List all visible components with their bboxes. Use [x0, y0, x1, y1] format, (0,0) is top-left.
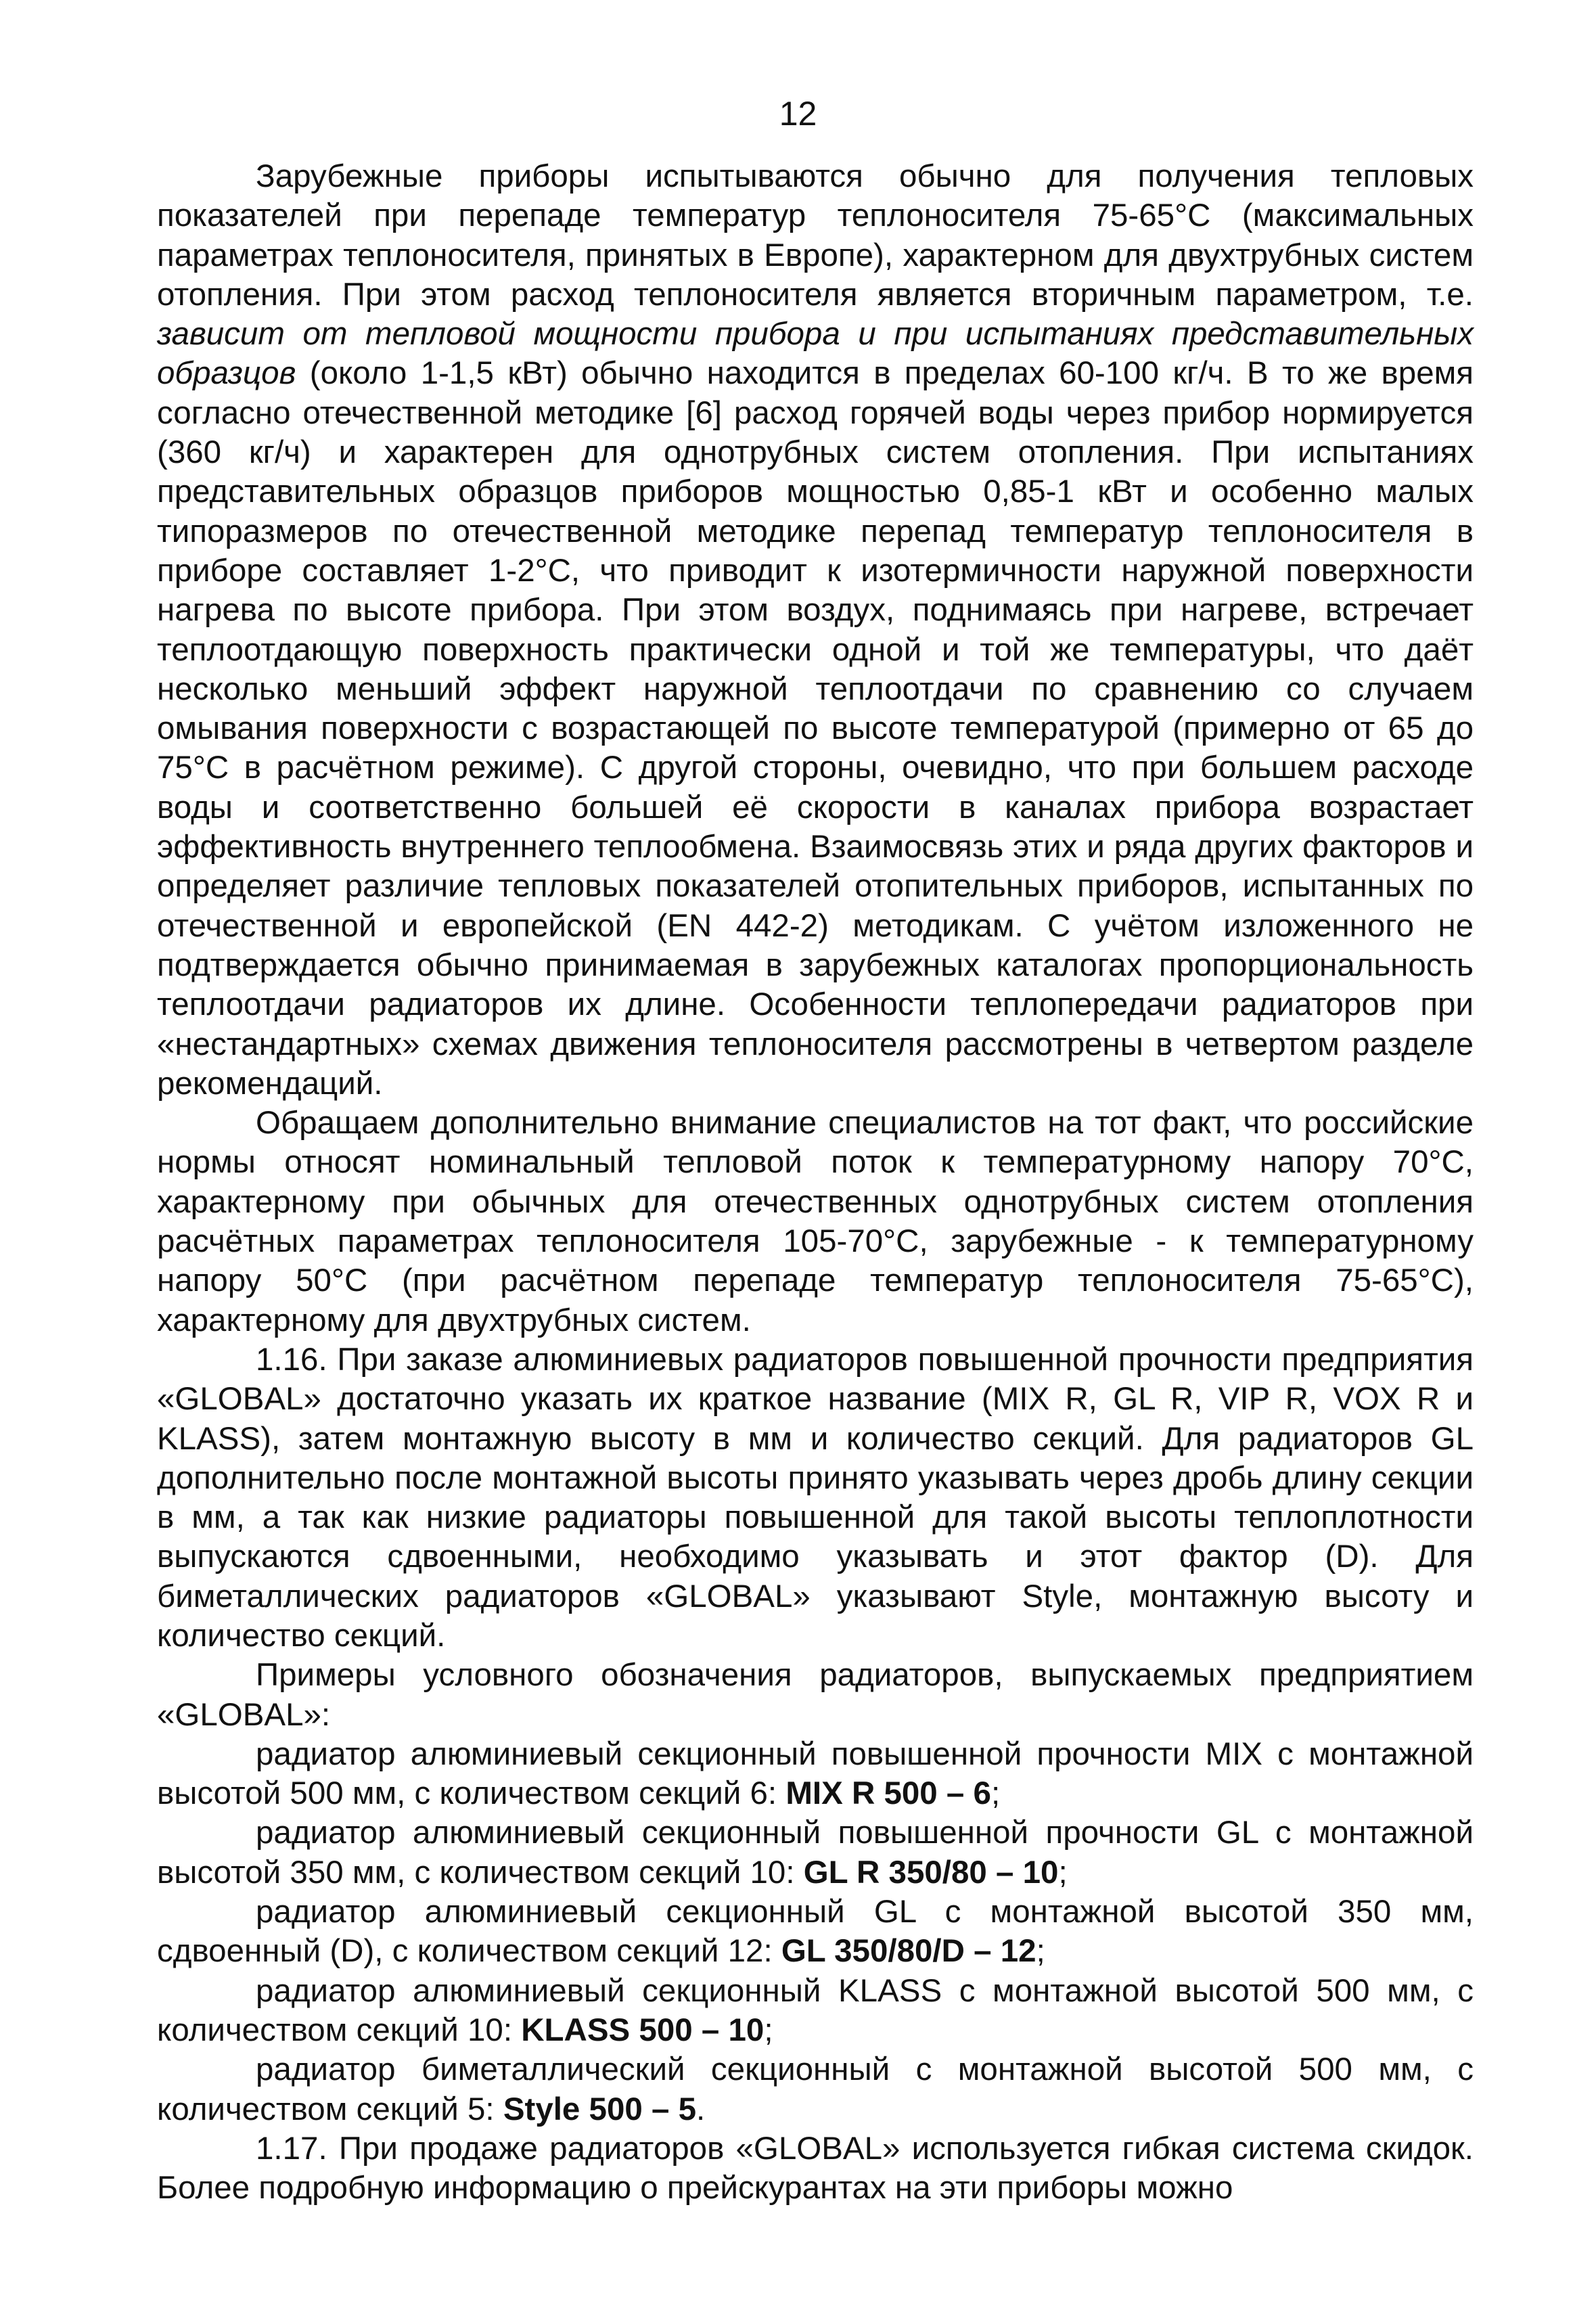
- example-code: Style 500 – 5: [503, 2091, 697, 2127]
- example-end: ;: [1036, 1933, 1045, 1970]
- example-code: MIX R 500 – 6: [785, 1775, 991, 1812]
- example-item: [157, 1813, 1474, 1892]
- example-text: радиатор алюминиевый секционный повышенной прочности GL с монтажной высотой 350 мм, с количеством секций 10:: [157, 1815, 1474, 1890]
- paragraph-section-1-17: 1.17. При продаже радиаторов «GLOBAL» используется гибкая система скидок. Более подробную информацию о прейскурантах на эти приборы можно: [157, 2130, 1474, 2206]
- example-text: радиатор биметаллический секционный с монтажной высотой 500 мм, с количеством секций 5:: [157, 2052, 1474, 2127]
- paragraph-russian-norms: Обращаем дополнительно внимание специалистов на тот факт, что российские нормы относят номинальный тепловой поток к температурному напору 70°С, характерному при обычных для отечественных однотрубных систем отопления расчётных параметрах теплоносителя 105-70°С, зарубежные - к температурному напору 50°С (при расчётном перепаде температур теплоносителя 75-65°С), характерному для двухтрубных систем.: [157, 1105, 1474, 1338]
- example-end: ;: [764, 2012, 773, 2048]
- example-text: радиатор алюминиевый секционный KLASS с монтажной высотой 500 мм, с количеством секций 10:: [157, 1972, 1474, 2048]
- example-text: радиатор алюминиевый секционный GL с монтажной высотой 350 мм, сдвоенный (D), с количеством секций 12:: [157, 1894, 1474, 1970]
- example-item: [157, 1892, 1474, 1972]
- example-item: [157, 1735, 1474, 1814]
- paragraph-section-1-16: 1.16. При заказе алюминиевых радиаторов повышенной прочности предприятия «GLOBAL» достаточно указать их краткое название (MIX R, GL R, VIP R, VOX R и KLASS), затем монтажную высоту в мм и количество секций. Для радиаторов GL дополнительно после монтажной высоты принято указывать через дробь длину секции в мм, а так как низкие радиаторы повышенной для такой высоты теплоплотности выпускаются сдвоенными, необходимо указывать и этот фактор (D). Для биметаллических радиаторов «GLOBAL» указывают Style, монтажную высоту и количество секций.: [157, 1341, 1474, 1654]
- paragraph-examples-intro: Примеры условного обозначения радиаторов, выпускаемых предприятием «GLOBAL»:: [157, 1657, 1474, 1733]
- page-number: 12: [779, 95, 817, 133]
- paragraph-text: Зарубежные приборы испытываются обычно для получения тепловых показателей при перепаде температур теплоносителя 75-65°С (максимальных параметрах теплоносителя, принятых в Европе), характерном для двухтрубных систем отопления. При этом расход теплоносителя является вторичным параметром, т.е.: [157, 158, 1474, 313]
- body-text: [157, 157, 1474, 2208]
- example-code: KLASS 500 – 10: [521, 2012, 765, 2048]
- paragraph-text: (около 1-1,5 кВт) обычно находится в пределах 60-100 кг/ч. В то же время согласно отечественной методике [6] расход горячей воды через прибор нормируется (360 кг/ч) и характерен для однотрубных систем отопления. При испытаниях представительных образцов приборов мощностью 0,85-1 кВт и особенно малых типоразмеров по отечественной методике перепад температур теплоносителя в приборе составляет 1-2°С, что приводит к изотермичности наружной поверхности нагрева по высоте прибора. При этом воздух, поднимаясь при нагреве, встречает теплоотдающую поверхность практически одной и той же температуры, что даёт несколько меньший эффект наружной теплоотдачи по сравнению со случаем омывания поверхности с возрастающей по высоте температурой (примерно от 65 до 75°С в расчётном режиме). С другой стороны, очевидно, что при большем расходе воды и соответственно большей её скорости в каналах прибора возрастает эффективность внутреннего теплообмена. Взаимосвязь этих и ряда других факторов и определяет различие тепловых показателей отопительных приборов, испытанных по отечественной и европейской (EN 442-2) методикам. С учётом изложенного не подтверждается обычно принимаемая в зарубежных каталогах пропорциональность теплоотдачи радиаторов их длине. Особенности теплопередачи радиаторов при «нестандартных» схемах движения теплоносителя рассмотрены в четвертом разделе рекомендаций.: [157, 355, 1474, 1102]
- example-end: .: [696, 2091, 706, 2127]
- italic-phrase: зависит от тепловой мощности прибора и при испытаниях представительных образцов: [157, 316, 1474, 392]
- example-code: GL R 350/80 – 10: [803, 1854, 1059, 1890]
- example-end: ;: [1058, 1854, 1068, 1890]
- example-end: ;: [990, 1775, 1001, 1812]
- example-code: GL 350/80/D – 12: [781, 1933, 1036, 1970]
- example-item: [157, 2050, 1474, 2129]
- paragraph-foreign-testing: [157, 157, 1474, 1104]
- example-item: [157, 1972, 1474, 2051]
- example-text: радиатор алюминиевый секционный повышенной прочности MIX с монтажной высотой 500 мм, с количеством секций 6:: [157, 1736, 1474, 1812]
